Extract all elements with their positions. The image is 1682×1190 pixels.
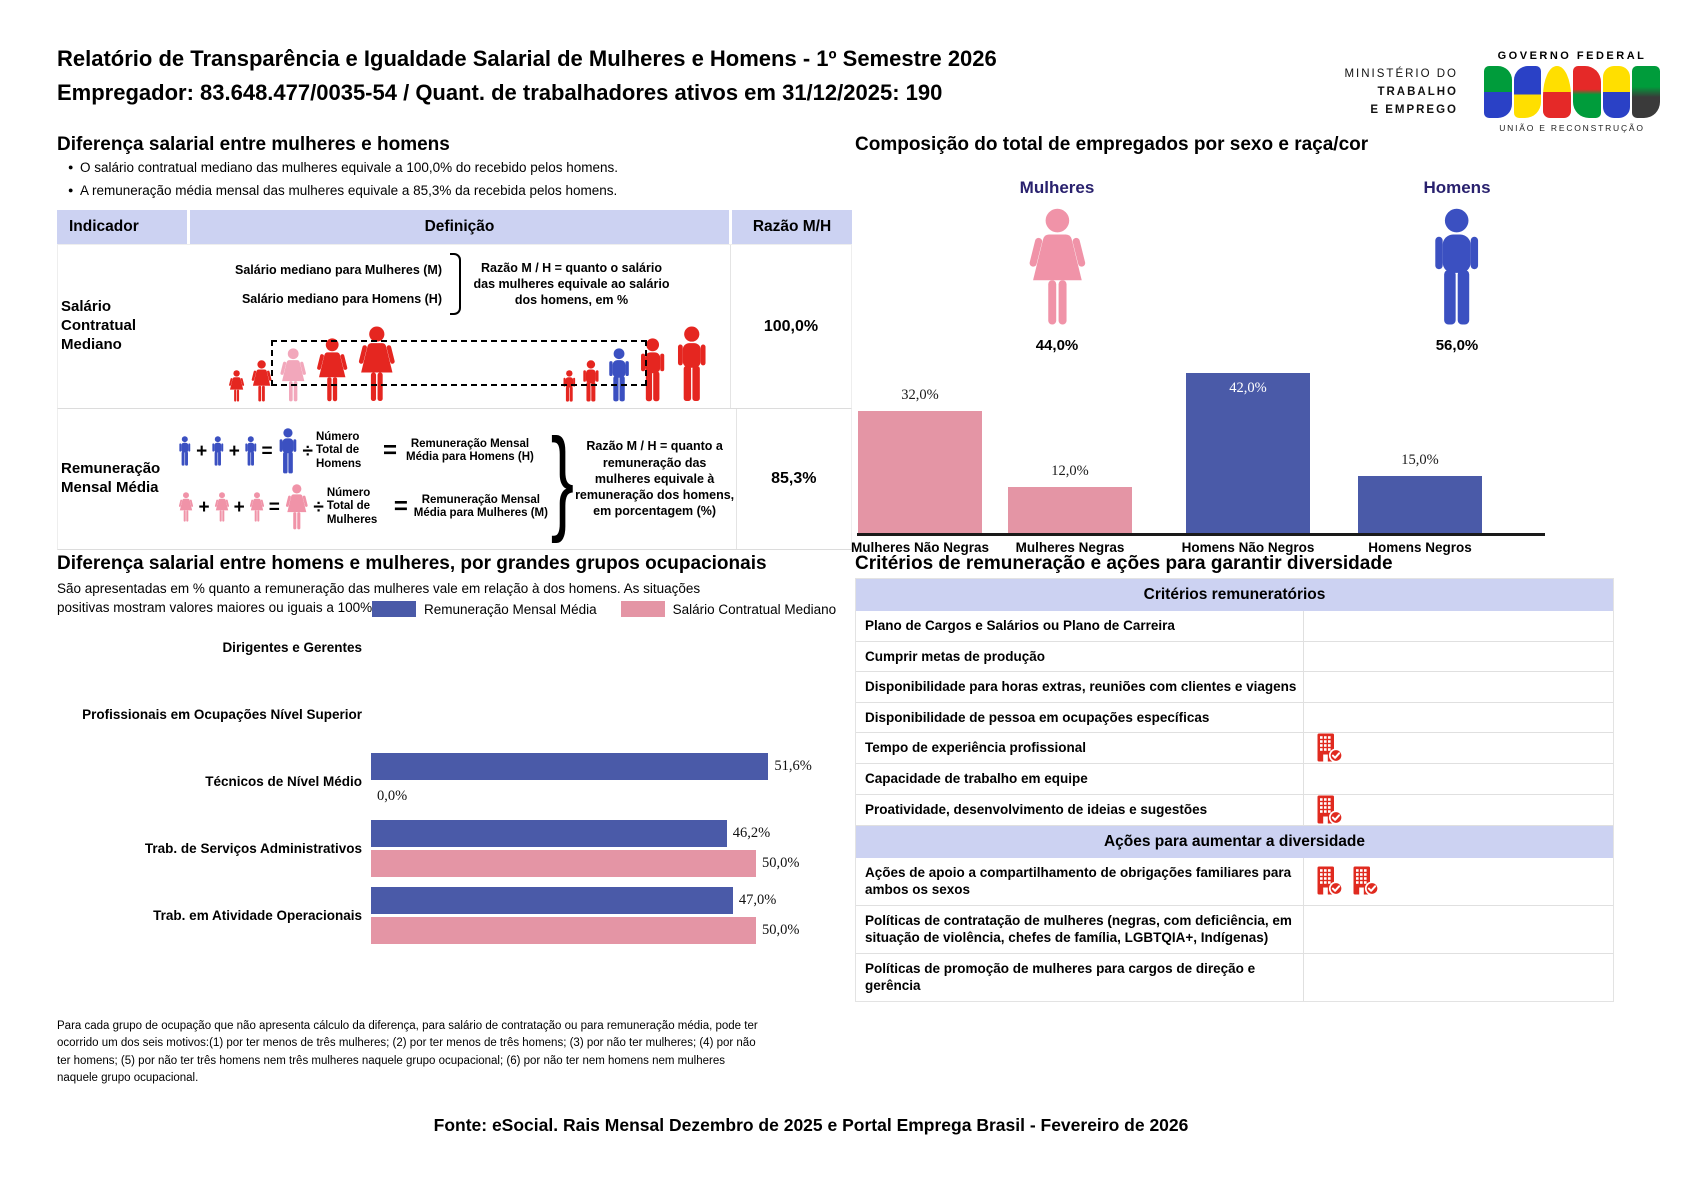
- bar-line: [371, 753, 857, 780]
- operator: ÷: [313, 496, 324, 518]
- definition-cell: [179, 245, 730, 408]
- bracket-icon: [450, 253, 461, 315]
- criteria-row: [856, 642, 1613, 673]
- bullet-mean: ● A remuneração média mensal das mulheres equivale a 85,3% da recebida pelos homens.: [68, 183, 618, 198]
- ratio-value-median: 100,0%: [730, 245, 851, 408]
- criteria-check-cell: [1303, 795, 1613, 825]
- criteria-label: Tempo de experiência profissional: [865, 740, 1087, 756]
- people-size-diagram: [179, 314, 730, 402]
- man-icon: [276, 428, 300, 474]
- operator: =: [393, 493, 408, 520]
- bar-line: [371, 783, 857, 810]
- report-title: Relatório de Transparência e Igualdade Salarial de Mulheres e Homens - 1º Semestre 2026: [57, 46, 997, 71]
- woman-icon: [1022, 208, 1093, 326]
- criteria-check-cell: [1303, 733, 1613, 763]
- occupational-subtitle: São apresentadas em % quanto a remuneração das mulheres vale em relação à dos homens. As situações positivas mostram valores maiores ou iguais a 100%: [57, 581, 701, 615]
- criteria-label: Proatividade, desenvolvimento de ideias e sugestões: [865, 801, 1208, 817]
- bar-value-label: 12,0%: [1051, 463, 1089, 480]
- definition-cell: [173, 409, 735, 549]
- bar-value-label: 50,0%: [762, 922, 800, 938]
- woman-icon: [283, 484, 311, 530]
- criteria-check-cell: [1303, 611, 1613, 641]
- bar-value-label: 46,2%: [732, 825, 771, 841]
- governo-federal-label: GOVERNO FEDERAL: [1497, 50, 1647, 62]
- bar: [371, 753, 768, 780]
- criteria-check-cell: [1303, 906, 1613, 953]
- criteria-label: Disponibilidade para horas extras, reuniões com clientes e viagens: [865, 679, 1297, 695]
- criteria-title: Critérios de remuneração e ações para garantir diversidade: [855, 553, 1393, 574]
- salary-gap-table: [57, 210, 852, 550]
- col-indicador: Indicador: [57, 210, 187, 244]
- building-check-icon: [1316, 733, 1343, 763]
- bar-value-label: 51,6%: [774, 758, 812, 774]
- woman-icon: [213, 492, 231, 522]
- col-definicao: Definição: [190, 210, 729, 244]
- woman-icon: [227, 370, 246, 402]
- men-average-formula: [177, 428, 550, 474]
- median-women-line: Salário mediano para Mulheres (M): [235, 262, 442, 277]
- occupation-label: Profissionais em Ocupações Nível Superior: [82, 706, 362, 722]
- criteria-row: [856, 795, 1613, 826]
- indicator-label: Salário Contratual Mediano: [61, 298, 136, 353]
- occupation-label: Técnicos de Nível Médio: [205, 773, 362, 789]
- ratio-value-mean: 85,3%: [736, 409, 851, 549]
- uniao-reconstrucao-label: UNIÃO E RECONSTRUÇÃO: [1499, 123, 1645, 133]
- occupational-row: [57, 815, 857, 882]
- operator: =: [261, 440, 273, 462]
- operator: =: [268, 496, 280, 518]
- ministry-line2: TRABALHO: [1377, 85, 1458, 98]
- divisor-label: Número Total de Mulheres: [326, 487, 378, 526]
- bar-3: [1358, 476, 1482, 533]
- criteria-label: Ações de apoio a compartilhamento de obrigações familiares para ambos os sexos: [865, 864, 1292, 898]
- woman-icon: [248, 492, 266, 522]
- occupation-label: Trab. em Atividade Operacionais: [153, 907, 362, 923]
- composition-title: Composição do total de empregados por sexo e raça/cor: [855, 134, 1369, 155]
- operator: +: [196, 440, 208, 462]
- man-icon: [1426, 208, 1487, 326]
- criteria-label: Políticas de contratação de mulheres (negras, com deficiência, em situação de violência, chefes de família, LGBTQIA+, Indígenas): [865, 912, 1292, 946]
- salary-gap-title: Diferença salarial entre mulheres e homens: [57, 134, 450, 155]
- bar: [371, 887, 733, 914]
- criteria-check-cell: [1303, 672, 1613, 702]
- man-pictogram: [1372, 208, 1542, 331]
- divisor-label: Número Total de Homens: [315, 431, 362, 470]
- criteria-row: [856, 954, 1613, 1001]
- median-comparison-box: [271, 340, 647, 386]
- bullet-median: ● O salário contratual mediano das mulheres equivale a 100,0% do recebido pelos homens.: [68, 160, 618, 175]
- man-icon: [243, 436, 259, 466]
- bar: [371, 820, 727, 847]
- bar-line: [371, 887, 857, 914]
- criteria-row: [856, 764, 1613, 795]
- bar: [371, 917, 756, 944]
- criteria-check-cell: [1303, 642, 1613, 672]
- criteria-check-cell: [1303, 703, 1613, 733]
- brasil-logo-icon: [1484, 66, 1660, 118]
- building-check-icon: [1316, 866, 1343, 896]
- occupation-label: Trab. de Serviços Administrativos: [144, 840, 362, 856]
- indicator-label: Remuneração Mensal Média: [61, 460, 161, 496]
- criteria-table: [855, 578, 1614, 1002]
- bar: [371, 850, 756, 877]
- col-razao-mh: Razão M/H: [732, 210, 852, 244]
- source-footer: Fonte: eSocial. Rais Mensal Dezembro de 2025 e Portal Emprega Brasil - Fevereiro de 2026: [433, 1115, 1189, 1135]
- operator: +: [233, 496, 245, 518]
- report-subtitle-employer: Empregador: 83.648.477/0035-54 / Quant. de trabalhadores ativos em 31/12/2025: 190: [57, 80, 943, 105]
- bar-line: [371, 850, 857, 877]
- bar-line: [371, 917, 857, 944]
- building-check-icon: [1316, 795, 1343, 825]
- criteria-row: [856, 906, 1613, 954]
- bars-group: [371, 753, 857, 810]
- table-row-salario-mediano: [57, 244, 852, 409]
- operator: +: [228, 440, 240, 462]
- legend-label: Salário Contratual Mediano: [672, 601, 837, 617]
- category-label: Mulheres Negras: [1015, 540, 1125, 555]
- bar-value-label: 42,0%: [1229, 380, 1267, 397]
- occupational-row: [57, 748, 857, 815]
- median-men-line: Salário mediano para Homens (H): [241, 291, 442, 306]
- woman-pictogram: [972, 208, 1142, 331]
- bar-value-label: 47,0%: [738, 892, 777, 908]
- criteria-label: Plano de Cargos e Salários ou Plano de Carreira: [865, 618, 1175, 633]
- building-check-icon: [1352, 866, 1379, 896]
- bars-group: [371, 887, 857, 944]
- category-label: Mulheres Não Negras: [850, 540, 990, 555]
- bar-0: [858, 411, 982, 533]
- median-ratio-note: Razão M / H = quanto o salário das mulheres equivale ao salário dos homens, em %: [473, 260, 670, 308]
- ministry-line1: MINISTÉRIO DO: [1344, 68, 1458, 80]
- operator: +: [198, 496, 210, 518]
- governo-federal-logo: [1482, 50, 1662, 133]
- criteria-check-cell: [1303, 954, 1613, 1001]
- composition-women-block: [972, 178, 1142, 354]
- occupational-row: [57, 681, 857, 748]
- occupational-row: [57, 882, 857, 949]
- criteria-label: Políticas de promoção de mulheres para cargos de direção e gerência: [865, 960, 1256, 994]
- ministry-logo: [1248, 66, 1458, 119]
- criteria-section-header: Critérios remuneratórios: [856, 579, 1613, 611]
- result-label: Remuneração Mensal Média para Mulheres (M): [413, 493, 548, 519]
- man-icon: [177, 436, 193, 466]
- occupational-footnote: Para cada grupo de ocupação que não apresenta cálculo da diferença, para salário de contratação ou para remuneração média, pode ter ocorrido um dos seis motivos:(1) por ter menos de três mulheres; (2) por ter menos de três homens; (3) por não ter mulheres; (4) por não ter homens; (5) por não ter três homens nem três mulheres naquele grupo ocupacional; (6) por não ter nem homens nem mulheres naquele grupo ocupacional.: [57, 1020, 758, 1084]
- brace-icon: }: [550, 413, 574, 544]
- criteria-label: Cumprir metas de produção: [865, 648, 1046, 664]
- composition-men-block: [1372, 178, 1542, 354]
- criteria-label: Disponibilidade de pessoa em ocupações específicas: [865, 709, 1210, 725]
- operator: =: [382, 437, 397, 464]
- composition-bar-chart: [857, 345, 1545, 536]
- mean-ratio-note: Razão M / H = quanto a remuneração das mulheres equivale à remuneração dos homens, em porcentagem (%): [575, 439, 735, 519]
- criteria-check-cell: [1303, 858, 1613, 905]
- man-icon: [210, 436, 226, 466]
- criteria-row: [856, 703, 1613, 734]
- legend-label: Remuneração Mensal Média: [424, 601, 597, 617]
- bar-line: [371, 820, 857, 847]
- salary-gap-bullets: [68, 160, 618, 206]
- bar-value-label: 50,0%: [762, 855, 800, 871]
- criteria-check-cell: [1303, 764, 1613, 794]
- report-header: [57, 48, 997, 104]
- women-percent: 44,0%: [1035, 337, 1079, 354]
- bar-value-label: 32,0%: [901, 387, 939, 404]
- occupation-label: Dirigentes e Gerentes: [222, 639, 362, 655]
- category-label: Homens Negros: [1368, 540, 1472, 555]
- women-average-formula: [177, 484, 550, 530]
- women-label: Mulheres: [1019, 178, 1095, 197]
- occupational-row: [57, 614, 857, 681]
- man-icon: [672, 326, 712, 402]
- table-row-remuneracao-media: [57, 409, 852, 550]
- occupational-title: Diferença salarial entre homens e mulheres, por grandes grupos ocupacionais: [57, 553, 767, 574]
- criteria-row: [856, 733, 1613, 764]
- woman-icon: [177, 492, 195, 522]
- criteria-row: [856, 611, 1613, 642]
- criteria-row: [856, 672, 1613, 703]
- operator: ÷: [302, 440, 313, 462]
- bar-value-label: 15,0%: [1401, 452, 1439, 468]
- bar-1: [1008, 487, 1132, 533]
- occupational-bar-chart: [57, 614, 857, 949]
- criteria-row: [856, 858, 1613, 906]
- men-percent: 56,0%: [1435, 337, 1479, 354]
- salary-gap-table-header: [57, 210, 852, 244]
- category-label: Homens Não Negros: [1181, 540, 1315, 555]
- bar-value-label: 0,0%: [377, 788, 408, 804]
- result-label: Remuneração Mensal Média para Homens (H): [406, 437, 534, 463]
- men-label: Homens: [1423, 178, 1491, 197]
- ministry-line3: E EMPREGO: [1370, 103, 1458, 116]
- bars-group: [371, 820, 857, 877]
- criteria-section-header: Ações para aumentar a diversidade: [856, 826, 1613, 858]
- criteria-label: Capacidade de trabalho em equipe: [865, 771, 1088, 787]
